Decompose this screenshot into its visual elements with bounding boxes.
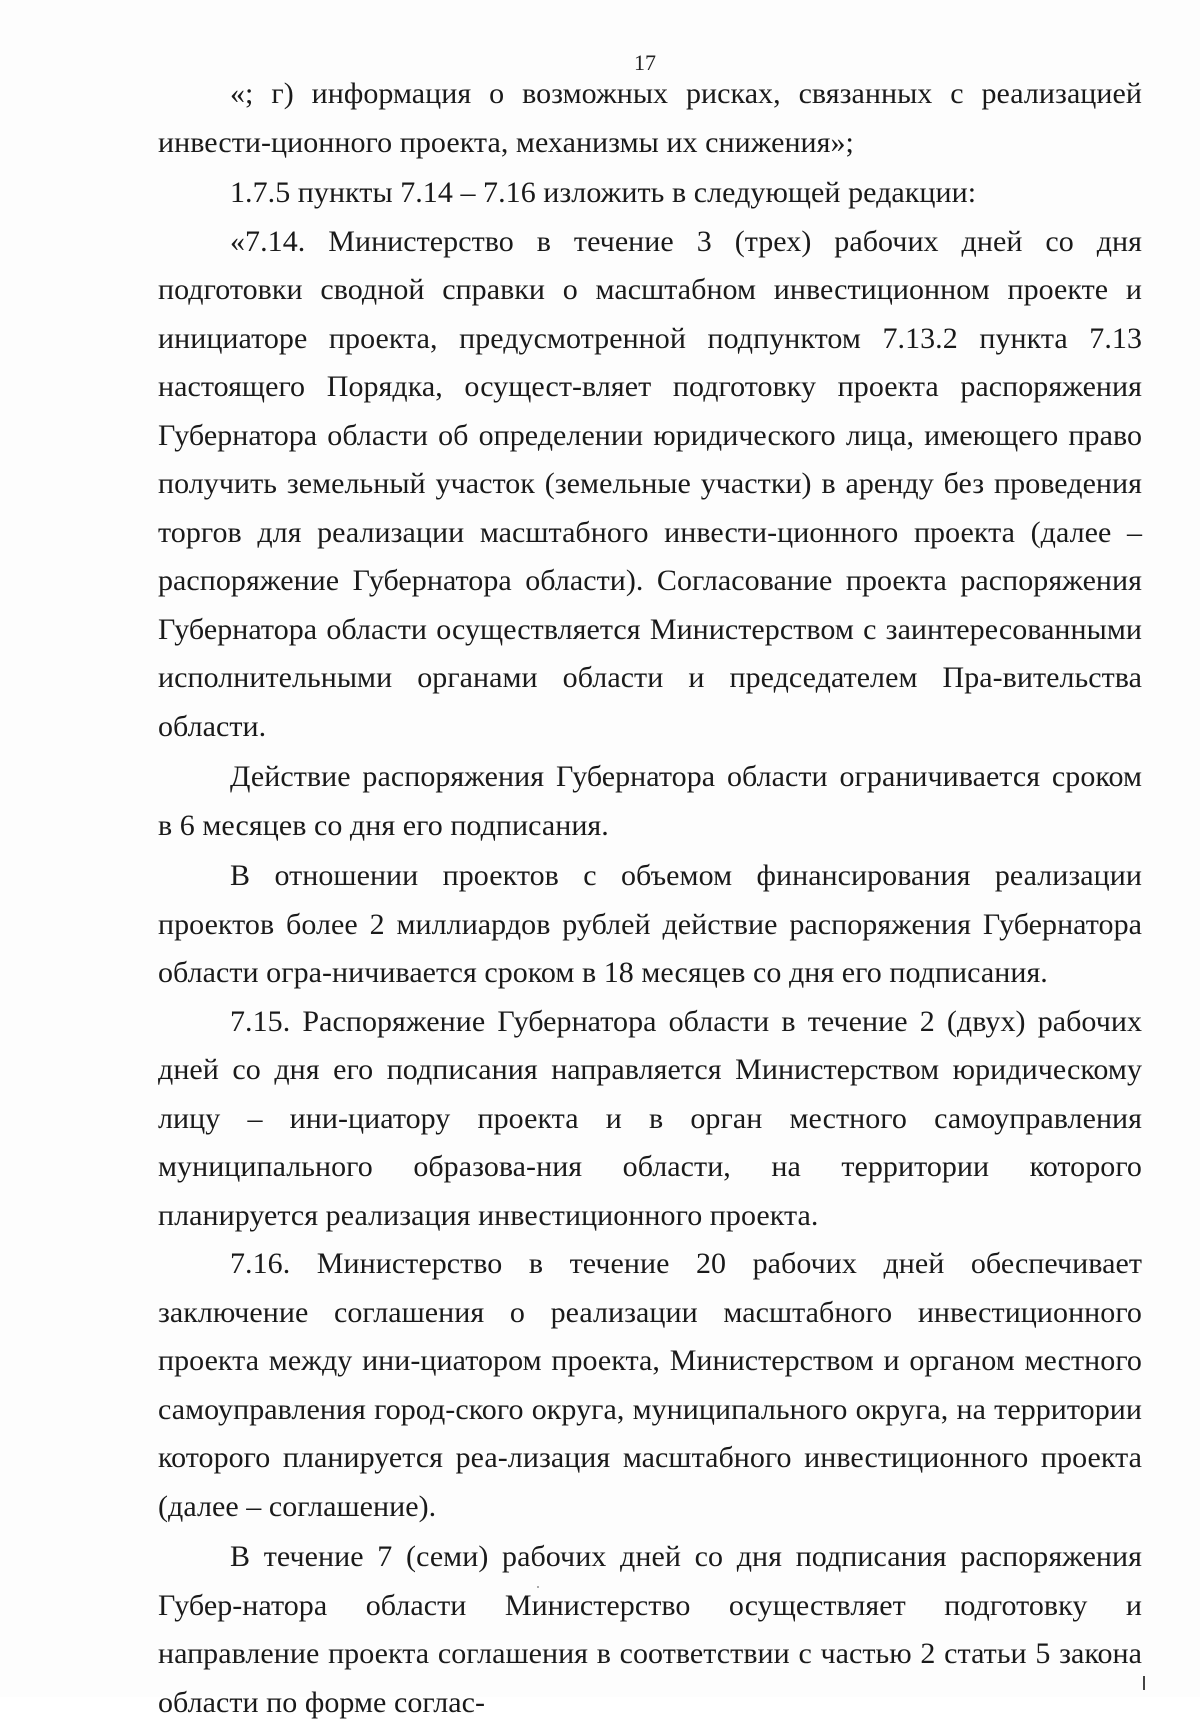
paragraph-clause-7-14: «7.14. Министерство в течение 3 (трех) рабочих дней со дня подготовки сводной справки о масштабном инвестиционном проекте и инициаторе проекта, предусмотренной подпунктом 7.13.2 пункта 7.13 настоящего Порядка, осущест-вляет подготовку проекта распоряжения Губернатора области об определении юридического лица, имеющего право получить земельный участок (земельные участки) в аренду без проведения торгов для реализации масштабного инвести-ционного проекта (далее – распоряжение Губернатора области). Согласование проекта распоряжения Губернатора области осуществляется Министерством с заинтересованными исполнительными органами области и председателем Пра-вительства области. [158,224,1142,743]
scan-artifact-dot [537,1586,539,1588]
paragraph-large-projects: В отношении проектов с объемом финансирования реализации проектов более 2 миллиардов рублей действие распоряжения Губернатора области огра-ничивается сроком в 18 месяцев со дня его подписания. [158,859,1142,989]
paragraph-agreement-preparation: В течение 7 (семи) рабочих дней со дня подписания распоряжения Губер-натора области Министерство осуществляет подготовку и направление проекта соглашения в соответствии с частью 2 статьи 5 закона области по форме соглас- [158,1540,1142,1719]
paragraph-clause-7-16: 7.16. Министерство в течение 20 рабочих дней обеспечивает заключение соглашения о реализации масштабного инвестиционного проекта между ини-циатором проекта, Министерством и органом местного самоуправления город-ского округа, муниципального округа, на территории которого планируется реа-лизация масштабного инвестиционного проекта (далее – соглашение). [158,1247,1142,1523]
paragraph-clause-7-15: 7.15. Распоряжение Губернатора области в течение 2 (двух) рабочих дней со дня его подписания направляется Министерством юридическому лицу – ини-циатору проекта и в орган местного самоуправления муниципального образова-ния области, на территории которого планируется реализация инвестиционного проекта. [158,1004,1142,1232]
document-body [158,70,1142,1727]
paragraph-item-1-7-5: 1.7.5 пункты 7.14 – 7.16 изложить в следующей редакции: [230,176,977,209]
paragraph-order-validity: Действие распоряжения Губернатора области ограничивается сроком в 6 месяцев со дня его подписания. [158,760,1142,842]
paragraph-risks-info: «; г) информация о возможных рисках, связанных с реализацией инвести-ционного проекта, механизмы их снижения»; [158,77,1142,159]
scan-artifact-mark [1143,1676,1145,1690]
page-number: 17 [634,50,656,75]
